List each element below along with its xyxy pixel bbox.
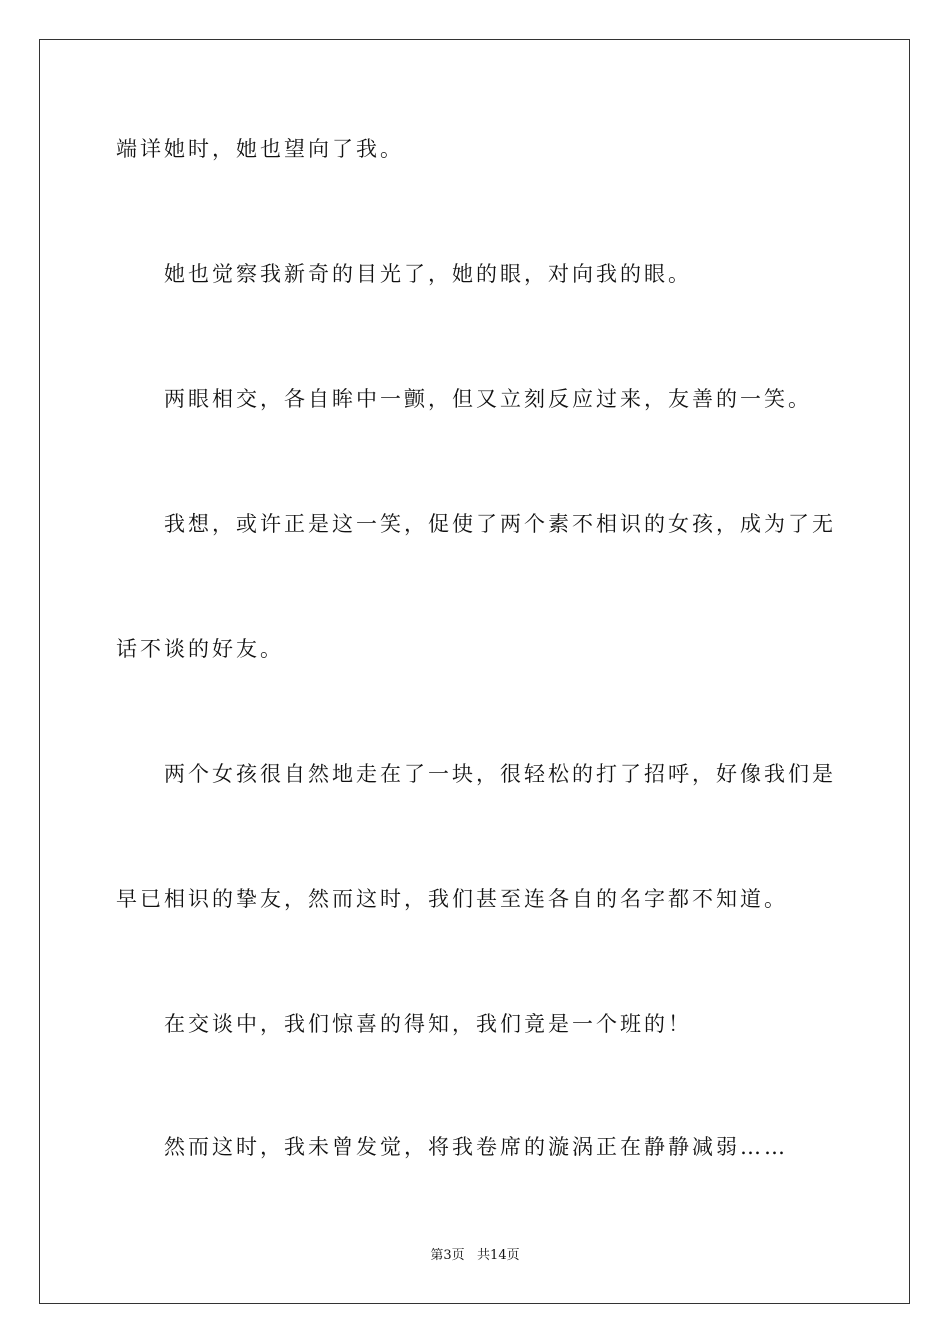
- paragraph-line: 然而这时，我未曾发觉，将我卷席的漩涡正在静静减弱……: [164, 1135, 788, 1159]
- text-line: 话不谈的好友。: [116, 637, 284, 661]
- page-border: [39, 39, 910, 1304]
- paragraph-line: 在交谈中，我们惊喜的得知，我们竟是一个班的！: [164, 1012, 692, 1036]
- paragraph-line: 两眼相交，各自眸中一颤，但又立刻反应过来，友善的一笑。: [164, 387, 812, 411]
- paragraph-line: 她也觉察我新奇的目光了，她的眼，对向我的眼。: [164, 262, 692, 286]
- page-number-footer: 第3页 共14页: [430, 1248, 520, 1263]
- text-line: 端详她时，她也望向了我。: [116, 137, 404, 161]
- paragraph-line: 我想，或许正是这一笑，促使了两个素不相识的女孩，成为了无: [164, 512, 836, 536]
- paragraph-line: 两个女孩很自然地走在了一块，很轻松的打了招呼，好像我们是: [164, 762, 836, 786]
- text-line: 早已相识的挚友，然而这时，我们甚至连各自的名字都不知道。: [116, 887, 788, 911]
